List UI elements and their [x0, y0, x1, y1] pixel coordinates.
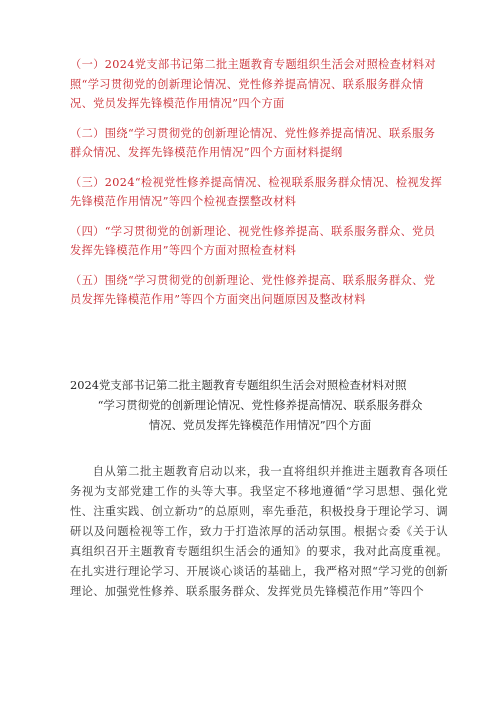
title-line-1: 2024党支部书记第二批主题教育专题组织生活会对照检查材料对照	[70, 378, 407, 392]
table-of-contents	[70, 55, 445, 320]
toc-item-2: （二）围绕“学习贯彻党的创新理论情况、党性修养提高情况、联系服务群众情况、发挥先锋模范作用情况”四个方面材料提纲	[70, 126, 436, 159]
title-line-2: “学习贯彻党的创新理论情况、党性修养提高情况、联系服务群众	[97, 398, 423, 412]
toc-item-5: （五）围绕“学习贯彻党的创新理论、党性修养提高、联系服务群众、党员发挥先锋模范作用”等四个方面突出问题原因及整改材料	[70, 273, 436, 306]
toc-item-3: （三）2024“检视党性修养提高情况、检视联系服务群众情况、检视发挥先锋模范作用情况”等四个检视查摆整改材料	[70, 175, 443, 208]
title-line-3: 情况、党员发挥先锋模范作用情况”四个方面	[148, 418, 372, 432]
document-title	[70, 375, 450, 435]
toc-item-4: （四）“学习贯彻党的创新理论、视党性修养提高、联系服务群众、党员发挥先锋模范作用”等四个方面对照检查材料	[70, 224, 436, 257]
body-paragraph: 自从第二批主题教育启动以来，我一直将组织并推进主题教育各项任务视为支部党建工作的头等大事。我坚定不移地遵循“学习思想、强化党性、注重实践、创立新功”的总原则，率先垂范，积极投身于理论学习、调研以及问题检视等工作，致力于打造浓厚的活动氛围。根据☆委《关于认真组织召开主题教育专题组织生活会的通知》的要求，我对此高度重视。在扎实进行理论学习、开展谈心谈话的基础上，我严格对照“学习党的创新理论、加强党性修养、联系服务群众、发挥党员先锋模范作用”等四个	[70, 465, 448, 598]
toc-item-1: （一）2024党支部书记第二批主题教育专题组织生活会对照检查材料对照“学习贯彻党的创新理论情况、党性修养提高情况、联系服务群众情况、党员发挥先锋模范作用情况”四个方面	[70, 58, 437, 110]
